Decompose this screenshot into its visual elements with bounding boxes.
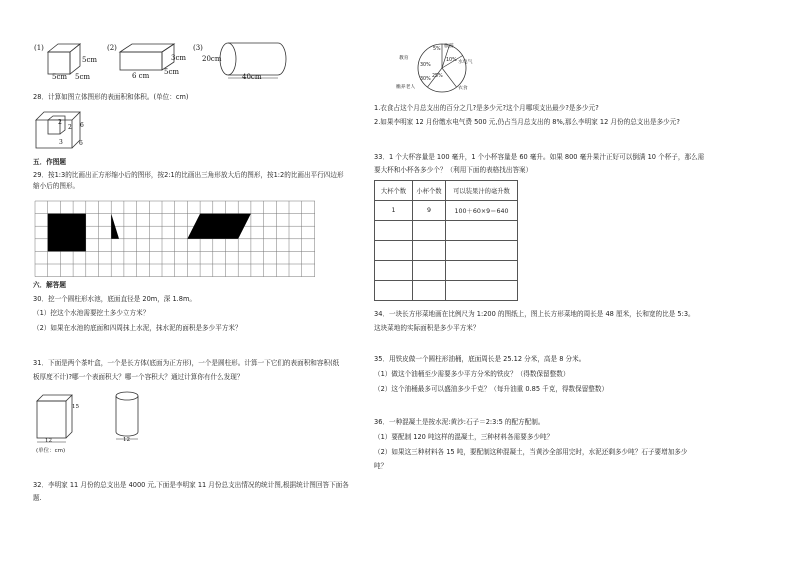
q30-sub-1: （1）挖这个水池需要挖土多少立方米？ <box>33 309 150 317</box>
q31-line-1: 31．下面是两个茶叶盒，一个是长方体(底面为正方形)，一个是圆柱形。计算一下它们的表面积和容积(纸 <box>33 359 340 367</box>
q30-line-1: 30．挖一个圆柱形水池，底面直径是 20m，深 1.8m。 <box>33 295 196 303</box>
q32-sub-1: 1.衣食占这个月总支出的百分之几?是多少元?这个月哪项支出最少?是多少元? <box>374 104 599 112</box>
table-cell-empty[interactable] <box>375 281 413 301</box>
cube-depth-label: 5cm <box>75 73 91 81</box>
q31-cylinder-diameter-label: 12 <box>123 437 130 443</box>
q28-dim-label: 2 <box>68 124 72 131</box>
pie-label-elderly: 赡养老人 <box>396 85 416 90</box>
table-cell: 1 <box>375 201 413 221</box>
cube-front-label: 5cm <box>52 73 68 81</box>
q31-cylinder-figure <box>112 388 142 444</box>
q35-sub-1: （1）做这个油桶至少需要多少平方分米的铁皮？（得数保留整数） <box>374 370 570 378</box>
table-cell-empty[interactable] <box>446 281 518 301</box>
q34-line-1: 34．一块长方形菜地画在比例尺为 1:200 的图纸上，图上长方形菜地的周长是 48 厘米，长和宽的比是 5:3。 <box>374 310 695 318</box>
table-cell-empty[interactable] <box>413 241 446 261</box>
q31-line-2: 板厚度不计)?哪一个表面积大？哪一个容积大？通过计算你有什么发现？ <box>33 373 244 381</box>
q36-sub-2: （2）如果这三种材料各 15 吨，要配制这种混凝土，当黄沙全部用完时，水泥还剩多少吨？石子要增加多少 <box>374 448 688 456</box>
table-cell: 100＋60×9＝640 <box>446 201 518 221</box>
q36-sub-3: 吨？ <box>374 462 388 470</box>
q29-drawing-grid[interactable] <box>34 200 316 278</box>
q34-line-2: 这块菜地的实际面积是多少平方米？ <box>374 324 480 332</box>
q36-sub-1: （1）要配制 120 吨这样的混凝土，三种材料各需要多少吨？ <box>374 433 554 441</box>
pie-pct-elderly: 30% <box>420 77 431 82</box>
table-cell-empty[interactable] <box>413 281 446 301</box>
q31-box-figure <box>34 392 78 446</box>
pie-label-utilities: 水电气 <box>458 60 473 65</box>
figure-tag-3: (3) <box>193 44 203 52</box>
pie-pct-utilities: 10% <box>446 58 457 63</box>
table-header: 可以装果汁的毫升数 <box>446 181 518 201</box>
cuboid-depth-label: 5cm <box>164 68 180 76</box>
table-cell: 9 <box>413 201 446 221</box>
cylinder-length-label: 40cm <box>242 73 262 81</box>
q32-line-1: 32．李明家 11 月份的总支出是 4000 元,下面是李明家 11 月份总支出情况的统计图,根据统计图回答下面各 <box>33 481 349 489</box>
q28-dim-label: 6 <box>79 140 83 147</box>
table-header: 大杯个数 <box>375 181 413 201</box>
q31-box-height-label: 15 <box>72 404 79 410</box>
q31-box-width-label: 12 <box>45 438 52 444</box>
table-cell-empty[interactable] <box>413 261 446 281</box>
q29-line-1: 29．按1:3的比画出正方形缩小后的图形，按2:1的比画出三角形放大后的图形，按1:2的比画出平行四边形 <box>33 171 344 179</box>
section-6-heading: 六．解答题 <box>33 281 66 289</box>
figure-tag-1: (1) <box>34 44 44 52</box>
pie-label-travel: 旅游 <box>444 44 454 49</box>
pie-pct-travel: 5% <box>433 47 441 52</box>
cube-side-label: 5cm <box>82 56 98 64</box>
table-cell-empty[interactable] <box>375 261 413 281</box>
q33-answer-table <box>374 180 518 301</box>
q35-sub-2: （2）这个油桶最多可以盛油多少千克？（每升油重 0.85 千克，得数保留整数） <box>374 385 609 393</box>
q32-sub-2: 2.如果李明家 12 月份缴水电气费 500 元,仍占当月总支出的 8%,那么李明家 12 月份的总支出是多少元? <box>374 118 680 126</box>
q33-line-2: 要大杯和小杯各多少个？（利用下面的表格找出答案） <box>374 166 533 174</box>
pie-label-food: 衣食 <box>458 86 468 91</box>
pie-label-education: 教育 <box>399 56 409 61</box>
cuboid-height-label: 3cm <box>171 54 187 62</box>
table-cell-empty[interactable] <box>375 221 413 241</box>
q28-dim-label: 2 <box>58 119 62 126</box>
q36-line-1: 36．一种混凝土是按水泥:黄沙:石子＝2:3:5 的配方配制。 <box>374 418 545 426</box>
section-5-heading: 五．作图题 <box>33 158 66 166</box>
pie-pct-education: 30% <box>420 63 431 68</box>
table-cell-empty[interactable] <box>446 221 518 241</box>
cylinder-diameter-label: 20cm <box>202 55 222 63</box>
q32-line-2: 题. <box>33 494 42 502</box>
q28-text: 28．计算如图立体图形的表面积和体积。(单位：cm) <box>33 93 189 101</box>
figure-tag-2: (2) <box>107 44 117 52</box>
q31-unit-label: (单位：cm) <box>36 448 66 454</box>
q33-line-1: 33．1 个大杯容量是 100 毫升，1 个小杯容量是 60 毫升。如果 800 毫升果汁正好可以倒满 10 个杯子，那么需 <box>374 153 705 161</box>
q35-line-1: 35．用铁皮做一个圆柱形油桶，底面周长是 25.12 分米，高是 8 分米。 <box>374 355 586 363</box>
pie-pct-food: 25% <box>432 74 443 79</box>
q29-line-2: 缩小后的图形。 <box>33 182 80 190</box>
table-cell-empty[interactable] <box>413 221 446 241</box>
q28-dim-label: 6 <box>80 122 84 129</box>
q28-dim-label: 3 <box>59 139 63 146</box>
q29-parallelogram-shape <box>187 214 251 239</box>
table-cell-empty[interactable] <box>375 241 413 261</box>
q30-sub-2: （2）如果在水池的底面和四周抹上水泥，抹水泥的面积是多少平方米？ <box>33 324 242 332</box>
table-cell-empty[interactable] <box>446 261 518 281</box>
q29-square-shape <box>48 214 86 252</box>
cuboid-length-label: 6 cm <box>132 72 150 80</box>
table-header: 小杯个数 <box>413 181 446 201</box>
table-cell-empty[interactable] <box>446 241 518 261</box>
